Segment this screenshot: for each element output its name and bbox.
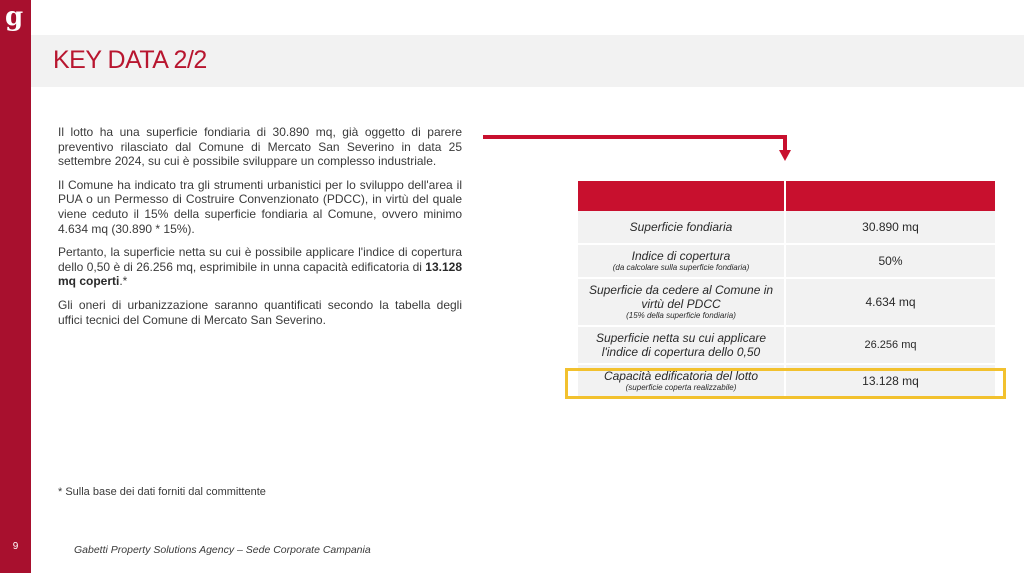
row-label (578, 278, 785, 326)
footer-company: Gabetti Property Solutions Agency – Sede Corporate Campania (74, 544, 371, 556)
row-value: 30.890 mq (785, 211, 995, 244)
title-band (31, 35, 1024, 87)
row-label (578, 326, 785, 364)
paragraph-3-end: .* (119, 274, 128, 289)
row-value: 13.128 mq (785, 364, 995, 397)
row-value: 4.634 mq (785, 278, 995, 326)
gabetti-logo: g (5, 2, 24, 32)
row-label (578, 211, 785, 244)
table-row (578, 211, 995, 244)
key-data-table (578, 181, 995, 398)
page-title: KEY DATA 2/2 (53, 46, 207, 74)
table-row (578, 326, 995, 364)
row-label-text: Indice di copertura (631, 249, 731, 263)
paragraph-2: Il Comune ha indicato tra gli strumenti urbanistici per lo sviluppo dell'area il PUA o un Permesso di Costruire Convenzionato (PDCC), in virtù del quale viene ceduto il 15% della superficie fondiaria al Comune, ovvero minimo 4.634 mq (30.890 * 15%). (58, 177, 462, 236)
row-sublabel: (15% della superficie fondiaria) (626, 311, 736, 320)
row-sublabel: (da calcolare sulla superficie fondiaria) (612, 263, 750, 272)
table-header-cell (785, 181, 995, 211)
row-value: 26.256 mq (785, 326, 995, 364)
footnote: * Sulla base dei dati forniti dal committente (58, 486, 266, 498)
paragraph-3-bold: 13.128 mq coperti (58, 259, 462, 289)
arrow-connector-icon (483, 130, 793, 164)
row-sublabel: (superficie coperta realizzabile) (625, 382, 737, 392)
table-header-cell (578, 181, 785, 211)
table-row (578, 244, 995, 278)
paragraph-3-start: Pertanto, la superficie netta su cui è possibile applicare l'indice di copertura dello 0,50 è di 26.256 mq, esprimibile in unna capacità edificatoria di (58, 245, 462, 274)
page-number: 9 (12, 541, 19, 552)
row-value: 50% (785, 244, 995, 278)
paragraph-1: Il lotto ha una superficie fondiaria di 30.890 mq, già oggetto di parere preventivo rilasciato dal Comune di Mercato San Severino in data 25 settembre 2024, su cui è possibile sviluppare un complesso industriale. (58, 125, 462, 169)
row-label-text: Superficie fondiaria (629, 220, 733, 234)
row-label (578, 244, 785, 278)
body-text (58, 125, 462, 336)
table-row (578, 278, 995, 326)
sidebar-band (0, 0, 31, 573)
paragraph-4: Gli oneri di urbanizzazione saranno quantificati secondo la tabella degli uffici tecnici del Comune di Mercato San Severino. (58, 297, 462, 327)
row-label-text: Superficie netta su cui applicare l'indice di copertura dello 0,50 (595, 331, 767, 359)
table-header-row (578, 181, 995, 211)
paragraph-3 (58, 245, 462, 289)
row-label-text: Superficie da cedere al Comune in virtù del PDCC (588, 283, 774, 311)
highlight-box (565, 368, 1006, 399)
row-label-text: Capacità edificatoria del lotto (603, 368, 759, 383)
